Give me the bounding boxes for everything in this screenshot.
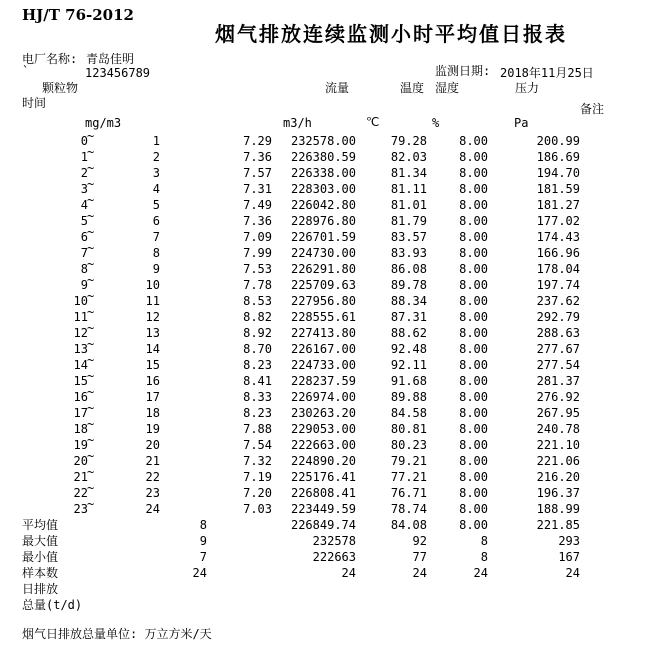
time-start-cell: 14 (73, 358, 88, 372)
tilde-mark: ~ (87, 161, 95, 175)
pressure-cell: 174.43 (536, 230, 580, 244)
tilde-mark: ~ (87, 385, 95, 399)
time-start-cell: 13 (73, 342, 88, 356)
temperature-cell: 81.34 (390, 166, 427, 180)
particulate-cell: 7.09 (243, 230, 272, 244)
humidity-cell: 8.00 (459, 310, 488, 324)
pressure-cell: 188.99 (536, 502, 580, 516)
summary-row (0, 581, 646, 597)
pressure-cell: 276.92 (536, 390, 580, 404)
summary-row (0, 533, 646, 549)
temperature-cell: 89.78 (390, 278, 427, 292)
temperature-cell: 92 (412, 534, 427, 548)
temperature-cell: 84.08 (390, 518, 427, 532)
time-start-cell: 18 (73, 422, 88, 436)
particulate-cell: 7.88 (243, 422, 272, 436)
flow-cell: 24 (341, 566, 356, 580)
tilde-mark: ~ (87, 273, 95, 287)
column-header-temperature: 温度 (400, 81, 425, 95)
time-end-cell: 1 (152, 134, 160, 148)
temperature-cell: 88.34 (390, 294, 427, 308)
pressure-cell: 292.79 (536, 310, 580, 324)
tilde-mark: ~ (87, 369, 95, 383)
tilde-mark: ~ (87, 145, 95, 159)
flow-cell: 222663.00 (290, 438, 356, 452)
temperature-cell: 79.28 (390, 134, 427, 148)
pressure-cell: 277.67 (536, 342, 580, 356)
humidity-cell: 8.00 (459, 262, 488, 276)
pressure-cell: 167 (558, 550, 580, 564)
unit-pressure: Pa (514, 116, 529, 130)
humidity-cell: 8.00 (459, 502, 488, 516)
flow-cell: 226167.00 (290, 342, 356, 356)
particulate-cell: 7.99 (243, 246, 272, 260)
time-start-cell: 2 (80, 166, 88, 180)
particulate-cell: 8.82 (243, 310, 272, 324)
pressure-cell: 196.37 (536, 486, 580, 500)
tilde-mark: ~ (87, 401, 95, 415)
time-end-cell: 15 (145, 358, 160, 372)
particulate-cell: 8 (199, 518, 207, 532)
flow-cell: 222663 (312, 550, 356, 564)
time-start-cell: 6 (80, 230, 88, 244)
unit-particulate: mg/m3 (85, 116, 122, 130)
tilde-mark: ~ (87, 353, 95, 367)
monitor-date-value: 2018年11月25日 (500, 66, 594, 80)
tilde-mark: ~ (87, 417, 95, 431)
particulate-cell: 8.53 (243, 294, 272, 308)
pressure-cell: 221.06 (536, 454, 580, 468)
temperature-cell: 83.93 (390, 246, 427, 260)
time-end-cell: 2 (152, 150, 160, 164)
column-header-flow: 流量 (325, 81, 350, 95)
temperature-cell: 80.23 (390, 438, 427, 452)
particulate-cell: 7.53 (243, 262, 272, 276)
tilde-mark: ~ (87, 129, 95, 143)
particulate-cell: 8.23 (243, 406, 272, 420)
temperature-cell: 76.71 (390, 486, 427, 500)
pressure-cell: 24 (565, 566, 580, 580)
tilde-mark: ~ (87, 497, 95, 511)
temperature-cell: 92.11 (390, 358, 427, 372)
flow-cell: 226380.59 (290, 150, 356, 164)
temperature-cell: 78.74 (390, 502, 427, 516)
time-start-cell: 21 (73, 470, 88, 484)
tilde-mark: ~ (87, 305, 95, 319)
flow-cell: 226042.80 (290, 198, 356, 212)
temperature-cell: 88.62 (390, 326, 427, 340)
time-end-cell: 8 (152, 246, 160, 260)
pressure-cell: 221.85 (536, 518, 580, 532)
tilde-mark: ~ (87, 257, 95, 271)
pressure-cell: 293 (558, 534, 580, 548)
particulate-cell: 7.54 (243, 438, 272, 452)
time-start-cell: 4 (80, 198, 88, 212)
unit-temperature: ℃ (366, 115, 380, 129)
monitor-date-label: 监测日期: (435, 64, 491, 78)
time-end-cell: 7 (152, 230, 160, 244)
tilde-mark: ~ (87, 289, 95, 303)
summary-row (0, 565, 646, 581)
flow-cell: 224730.00 (290, 246, 356, 260)
humidity-cell: 8.00 (459, 214, 488, 228)
plant-mark: ` (22, 64, 30, 78)
unit-flow: m3/h (283, 116, 312, 130)
flow-cell: 225176.41 (290, 470, 356, 484)
time-end-cell: 23 (145, 486, 160, 500)
time-start-cell: 9 (80, 278, 88, 292)
summary-label: 最大值 (22, 534, 59, 548)
plant-name-value: 青岛佳明 (86, 52, 135, 66)
pressure-cell: 267.95 (536, 406, 580, 420)
tilde-mark: ~ (87, 321, 95, 335)
humidity-cell: 8.00 (459, 390, 488, 404)
pressure-cell: 277.54 (536, 358, 580, 372)
particulate-cell: 7.29 (243, 134, 272, 148)
column-header-particulate: 颗粒物 (42, 81, 79, 95)
temperature-cell: 86.08 (390, 262, 427, 276)
tilde-mark: ~ (87, 465, 95, 479)
time-end-cell: 13 (145, 326, 160, 340)
pressure-cell: 181.59 (536, 182, 580, 196)
humidity-cell: 8 (480, 534, 488, 548)
particulate-cell: 8.92 (243, 326, 272, 340)
summary-label: 样本数 (22, 566, 59, 580)
time-start-cell: 22 (73, 486, 88, 500)
flow-cell: 226808.41 (290, 486, 356, 500)
humidity-cell: 8.00 (459, 294, 488, 308)
time-start-cell: 0 (80, 134, 88, 148)
flow-cell: 229053.00 (290, 422, 356, 436)
humidity-cell: 8 (480, 550, 488, 564)
particulate-cell: 9 (199, 534, 207, 548)
time-end-cell: 6 (152, 214, 160, 228)
humidity-cell: 8.00 (459, 374, 488, 388)
particulate-cell: 7.36 (243, 214, 272, 228)
particulate-cell: 7.03 (243, 502, 272, 516)
pressure-cell: 197.74 (536, 278, 580, 292)
summary-label: 总量(t/d) (22, 598, 83, 612)
time-end-cell: 3 (152, 166, 160, 180)
pressure-cell: 186.69 (536, 150, 580, 164)
humidity-cell: 8.00 (459, 342, 488, 356)
flow-cell: 226701.59 (290, 230, 356, 244)
flow-cell: 225709.63 (290, 278, 356, 292)
humidity-cell: 8.00 (459, 470, 488, 484)
report-title: 烟气排放连续监测小时平均值日报表 (215, 22, 567, 46)
temperature-cell: 91.68 (390, 374, 427, 388)
time-start-cell: 7 (80, 246, 88, 260)
summary-label: 最小值 (22, 550, 59, 564)
tilde-mark: ~ (87, 209, 95, 223)
humidity-cell: 8.00 (459, 134, 488, 148)
table-row (0, 497, 646, 517)
time-end-cell: 4 (152, 182, 160, 196)
temperature-cell: 81.11 (390, 182, 427, 196)
tilde-mark: ~ (87, 337, 95, 351)
column-header-pressure: 压力 (515, 81, 540, 95)
column-header-remark: 备注 (580, 102, 605, 116)
temperature-cell: 84.58 (390, 406, 427, 420)
particulate-cell: 8.41 (243, 374, 272, 388)
particulate-cell: 7.32 (243, 454, 272, 468)
time-start-cell: 23 (73, 502, 88, 516)
time-start-cell: 1 (80, 150, 88, 164)
humidity-cell: 8.00 (459, 182, 488, 196)
tilde-mark: ~ (87, 241, 95, 255)
pressure-cell: 281.37 (536, 374, 580, 388)
flow-cell: 223449.59 (290, 502, 356, 516)
particulate-cell: 8.23 (243, 358, 272, 372)
time-end-cell: 24 (145, 502, 160, 516)
time-end-cell: 9 (152, 262, 160, 276)
pressure-cell: 194.70 (536, 166, 580, 180)
humidity-cell: 8.00 (459, 278, 488, 292)
humidity-cell: 8.00 (459, 518, 488, 532)
summary-label: 平均值 (22, 518, 59, 532)
particulate-cell: 7.36 (243, 150, 272, 164)
summary-row (0, 517, 646, 533)
time-start-cell: 15 (73, 374, 88, 388)
humidity-cell: 8.00 (459, 454, 488, 468)
standard-code: HJ/T 76-2012 (22, 6, 134, 24)
flow-cell: 227956.80 (290, 294, 356, 308)
temperature-cell: 82.03 (390, 150, 427, 164)
flow-cell: 228555.61 (290, 310, 356, 324)
particulate-cell: 24 (192, 566, 207, 580)
particulate-cell: 7.78 (243, 278, 272, 292)
pressure-cell: 178.04 (536, 262, 580, 276)
time-start-cell: 10 (73, 294, 88, 308)
time-end-cell: 16 (145, 374, 160, 388)
temperature-cell: 83.57 (390, 230, 427, 244)
flow-cell: 226338.00 (290, 166, 356, 180)
humidity-cell: 8.00 (459, 406, 488, 420)
unit-humidity: % (432, 116, 440, 130)
temperature-cell: 81.79 (390, 214, 427, 228)
time-start-cell: 16 (73, 390, 88, 404)
time-start-cell: 17 (73, 406, 88, 420)
tilde-mark: ~ (87, 177, 95, 191)
column-header-humidity: 湿度 (435, 81, 460, 95)
particulate-cell: 7.57 (243, 166, 272, 180)
flow-cell: 226974.00 (290, 390, 356, 404)
plant-code: 123456789 (85, 66, 151, 80)
temperature-cell: 92.48 (390, 342, 427, 356)
particulate-cell: 7.49 (243, 198, 272, 212)
time-end-cell: 19 (145, 422, 160, 436)
humidity-cell: 8.00 (459, 150, 488, 164)
flow-cell: 224890.20 (290, 454, 356, 468)
summary-row (0, 597, 646, 613)
flow-cell: 232578 (312, 534, 356, 548)
time-end-cell: 12 (145, 310, 160, 324)
particulate-cell: 7.20 (243, 486, 272, 500)
flow-cell: 232578.00 (290, 134, 356, 148)
flow-cell: 228237.59 (290, 374, 356, 388)
humidity-cell: 8.00 (459, 230, 488, 244)
particulate-cell: 7 (199, 550, 207, 564)
summary-row (0, 549, 646, 565)
humidity-cell: 24 (473, 566, 488, 580)
pressure-cell: 237.62 (536, 294, 580, 308)
temperature-cell: 81.01 (390, 198, 427, 212)
humidity-cell: 8.00 (459, 438, 488, 452)
particulate-cell: 7.19 (243, 470, 272, 484)
time-end-cell: 20 (145, 438, 160, 452)
temperature-cell: 89.88 (390, 390, 427, 404)
humidity-cell: 8.00 (459, 166, 488, 180)
time-end-cell: 22 (145, 470, 160, 484)
temperature-cell: 87.31 (390, 310, 427, 324)
particulate-cell: 8.70 (243, 342, 272, 356)
time-end-cell: 10 (145, 278, 160, 292)
pressure-cell: 216.20 (536, 470, 580, 484)
humidity-cell: 8.00 (459, 326, 488, 340)
humidity-cell: 8.00 (459, 486, 488, 500)
pressure-cell: 221.10 (536, 438, 580, 452)
pressure-cell: 181.27 (536, 198, 580, 212)
pressure-cell: 288.63 (536, 326, 580, 340)
tilde-mark: ~ (87, 193, 95, 207)
flow-cell: 228976.80 (290, 214, 356, 228)
tilde-mark: ~ (87, 433, 95, 447)
pressure-cell: 200.99 (536, 134, 580, 148)
time-start-cell: 20 (73, 454, 88, 468)
footer-note: 烟气日排放总量单位: 万立方米/天 (22, 627, 212, 641)
humidity-cell: 8.00 (459, 246, 488, 260)
time-end-cell: 14 (145, 342, 160, 356)
tilde-mark: ~ (87, 481, 95, 495)
time-start-cell: 5 (80, 214, 88, 228)
flow-cell: 226291.80 (290, 262, 356, 276)
time-start-cell: 8 (80, 262, 88, 276)
time-start-cell: 3 (80, 182, 88, 196)
humidity-cell: 8.00 (459, 198, 488, 212)
pressure-cell: 166.96 (536, 246, 580, 260)
flow-cell: 226849.74 (290, 518, 356, 532)
temperature-cell: 77.21 (390, 470, 427, 484)
tilde-mark: ~ (87, 225, 95, 239)
time-end-cell: 21 (145, 454, 160, 468)
time-start-cell: 19 (73, 438, 88, 452)
temperature-cell: 79.21 (390, 454, 427, 468)
flow-cell: 228303.00 (290, 182, 356, 196)
temperature-cell: 77 (412, 550, 427, 564)
time-end-cell: 5 (152, 198, 160, 212)
summary-label: 日排放 (22, 582, 59, 596)
temperature-cell: 24 (412, 566, 427, 580)
time-start-cell: 11 (73, 310, 88, 324)
particulate-cell: 8.33 (243, 390, 272, 404)
humidity-cell: 8.00 (459, 422, 488, 436)
pressure-cell: 240.78 (536, 422, 580, 436)
time-end-cell: 11 (145, 294, 160, 308)
flow-cell: 230263.20 (290, 406, 356, 420)
flow-cell: 224733.00 (290, 358, 356, 372)
flow-cell: 227413.80 (290, 326, 356, 340)
time-end-cell: 17 (145, 390, 160, 404)
time-end-cell: 18 (145, 406, 160, 420)
humidity-cell: 8.00 (459, 358, 488, 372)
pressure-cell: 177.02 (536, 214, 580, 228)
plant-name-label: 电厂名称: (22, 52, 78, 66)
particulate-cell: 7.31 (243, 182, 272, 196)
time-start-cell: 12 (73, 326, 88, 340)
column-header-time: 时间 (22, 96, 47, 110)
tilde-mark: ~ (87, 449, 95, 463)
temperature-cell: 80.81 (390, 422, 427, 436)
